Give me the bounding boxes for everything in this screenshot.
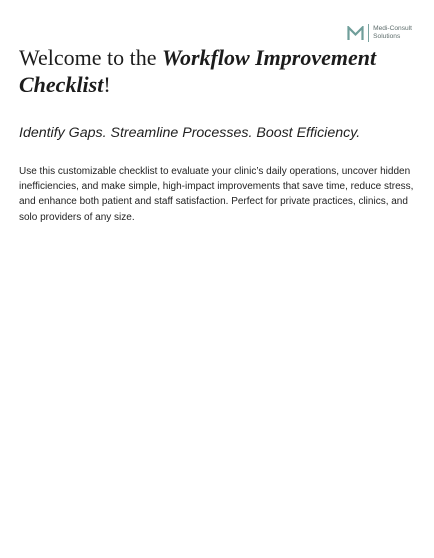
logo-name-line1: Medi-Consult	[373, 25, 412, 33]
title-emphasis-line2: Checklist	[19, 72, 104, 97]
m-logo-icon	[347, 26, 364, 41]
title-suffix: !	[103, 72, 111, 97]
subtitle: Identify Gaps. Streamline Processes. Boost Efficiency.	[19, 125, 361, 141]
logo-wordmark	[373, 25, 412, 40]
title-prefix: Welcome to the	[19, 45, 163, 70]
logo-name-line2: Solutions	[373, 33, 401, 40]
logo-divider	[368, 24, 369, 42]
title-emphasis-line1: Workflow Improvement	[162, 45, 377, 70]
intro-paragraph: Use this customizable checklist to evaluate your clinic’s daily operations, uncover hidden inefficiencies, and make simple, high-impact improvements that save time, reduce stress, and enhance both patient and staff satisfaction. Perfect for private practices, clinics, and solo providers of any size.	[19, 166, 414, 223]
page-title	[19, 44, 419, 98]
brand-logo	[347, 24, 412, 42]
